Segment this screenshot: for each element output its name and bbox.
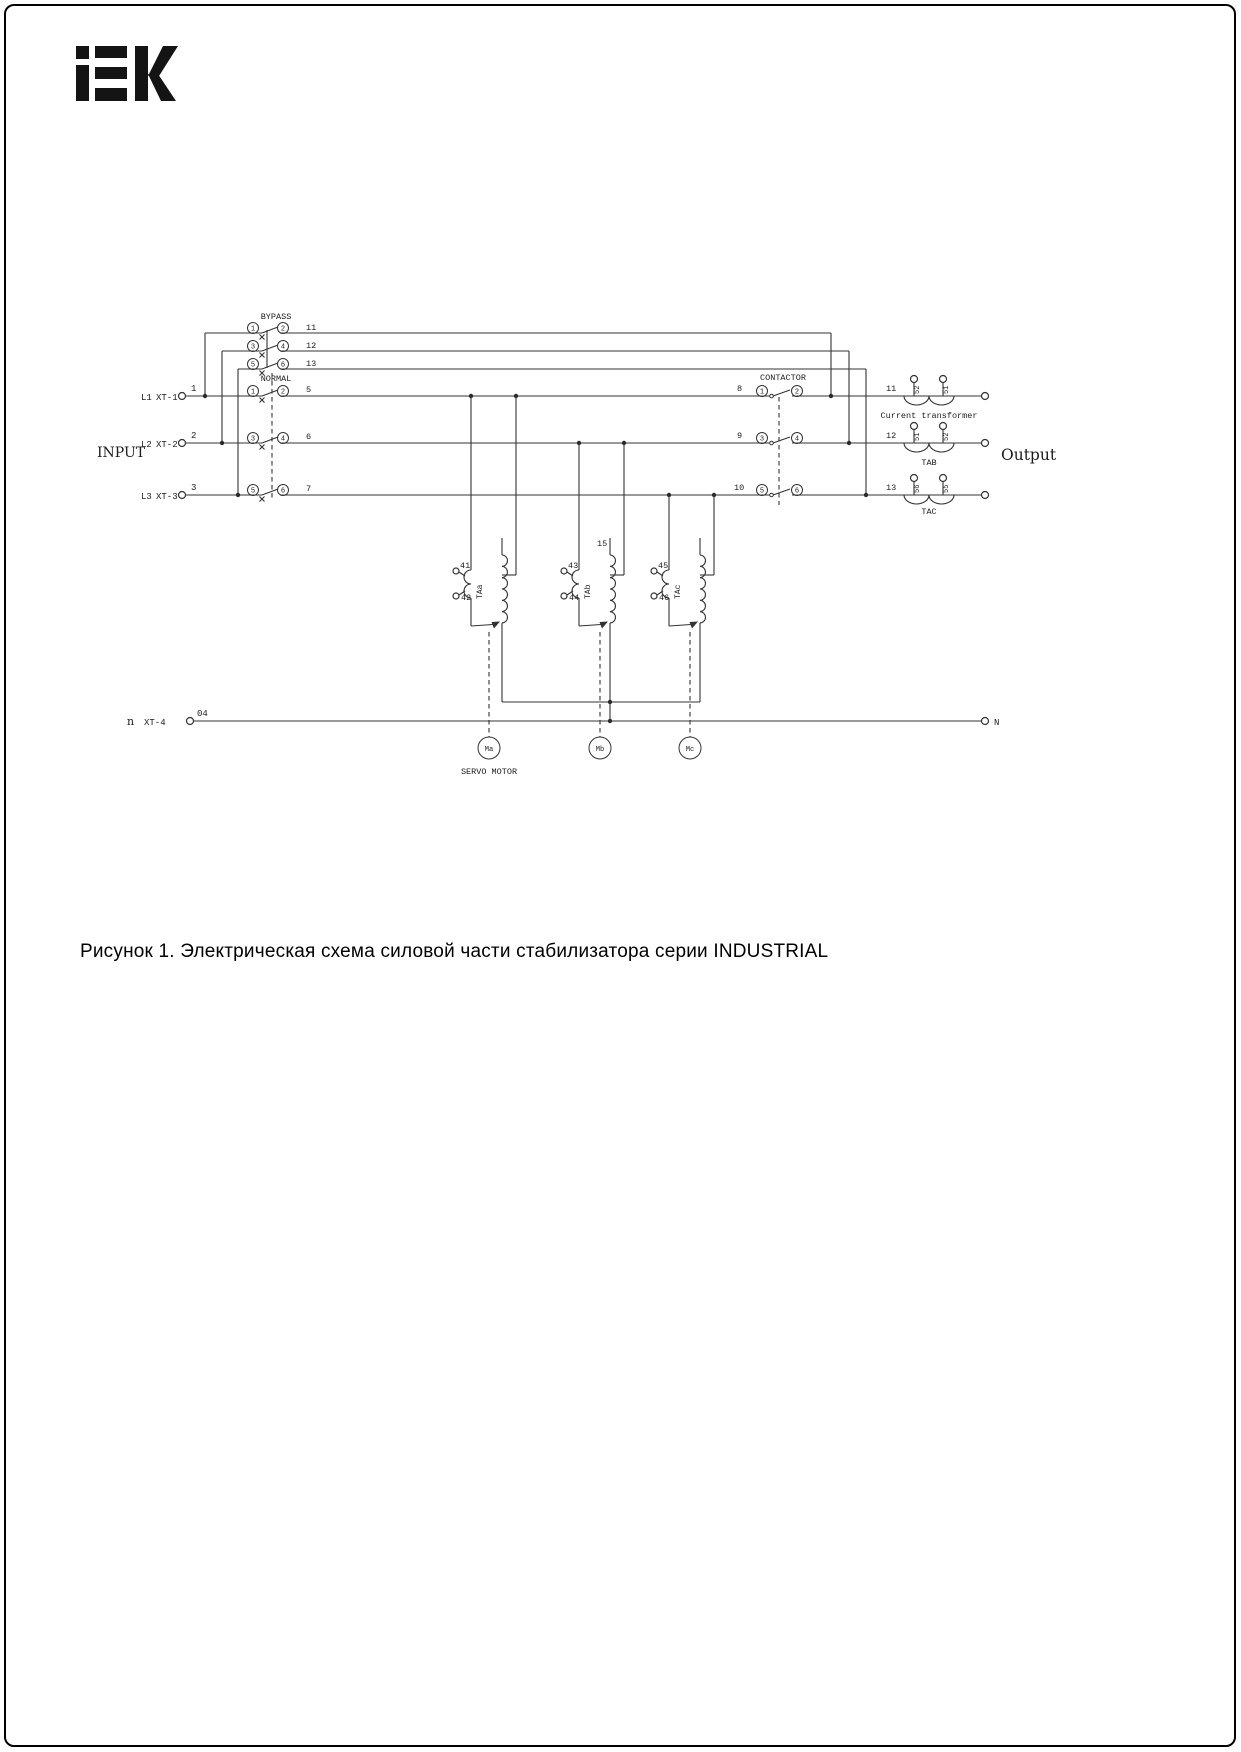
wire-number: 15 <box>597 539 608 549</box>
normal-contact: 4 <box>280 435 286 444</box>
contactor-contact: 2 <box>794 388 800 397</box>
terminal-label: XT-1 <box>156 393 178 403</box>
servo-motor-name: Mc <box>685 746 695 754</box>
regulator-ct-label: TAb <box>584 584 593 599</box>
wire-number: 3 <box>191 483 197 493</box>
regulator-phase-c <box>651 495 714 759</box>
ct-terminal-label: 51 <box>914 432 922 441</box>
wire-number: 2 <box>191 431 197 441</box>
terminal-label: XT-4 <box>144 718 166 728</box>
wire-number: 7 <box>306 484 312 494</box>
ct-terminal-number: 42 <box>461 593 472 603</box>
wire-number: 1 <box>191 384 197 394</box>
bypass-switch-bank <box>205 323 866 496</box>
contactor-label: CONTACTOR <box>760 373 806 383</box>
line-label: L1 <box>141 393 152 403</box>
wire-number: 12 <box>306 341 317 351</box>
regulator-phase-a <box>453 396 517 777</box>
phase-row-l2 <box>141 423 989 453</box>
tac-label: TAC <box>921 507 937 517</box>
normal-contact: 2 <box>280 388 286 397</box>
wire-number: 11 <box>306 323 317 333</box>
wire-number: 9 <box>737 431 743 441</box>
input-label: INPUT <box>97 445 146 461</box>
bypass-contact: 1 <box>250 325 256 334</box>
wire-number: 11 <box>886 384 897 394</box>
ct-terminal-number: 44 <box>569 593 580 603</box>
ct-terminal-label: 52 <box>914 385 922 394</box>
ct-terminal-number: 41 <box>460 561 471 571</box>
bypass-contact: 5 <box>250 361 256 370</box>
figure-caption: Рисунок 1. Электрическая схема силовой части стабилизатора серии INDUSTRIAL <box>80 941 829 962</box>
neutral-line-label: n <box>127 715 135 728</box>
regulator-phase-b <box>561 443 624 759</box>
wire-number: 8 <box>737 384 743 394</box>
wire-number: 10 <box>734 483 745 493</box>
neutral-end-label: N <box>994 718 1000 728</box>
iek-logo <box>76 46 178 101</box>
wire-number: 12 <box>886 431 897 441</box>
servo-motor-label: SERVO MOTOR <box>460 767 518 777</box>
line-label: L2 <box>141 440 152 450</box>
contactor-contact: 4 <box>794 435 800 444</box>
regulator-ct-label: TAc <box>674 584 683 599</box>
junction-dot <box>608 700 612 704</box>
wire-number: 13 <box>306 359 317 369</box>
tab-label: TAB <box>921 458 937 468</box>
wire-number: 13 <box>886 483 897 493</box>
contactor-contact: 3 <box>759 435 765 444</box>
normal-contact: 6 <box>280 487 286 496</box>
ct-terminal-label: 51 <box>943 385 951 394</box>
output-label: Output <box>1001 446 1057 464</box>
bypass-contact: 3 <box>250 343 256 352</box>
bypass-contact: 6 <box>280 361 286 370</box>
contactor-contact: 5 <box>759 487 765 496</box>
wire-number: 6 <box>306 432 312 442</box>
ct-terminal-number: 45 <box>658 561 669 571</box>
bypass-label: BYPASS <box>260 312 292 322</box>
bypass-contact: 2 <box>280 325 286 334</box>
neutral-row <box>127 709 999 728</box>
servo-motor-name: Ma <box>484 746 494 754</box>
terminal-label: XT-3 <box>156 492 178 502</box>
contactor-contact: 1 <box>759 388 765 397</box>
current-transformer-label: Current transformer <box>880 411 978 421</box>
ct-terminal-label: 55 <box>943 484 951 493</box>
wire-number: 04 <box>197 709 208 719</box>
ct-terminal-label: 52 <box>943 432 951 441</box>
servo-motor-name: Mb <box>595 746 605 754</box>
phase-row-l3 <box>141 475 989 505</box>
bypass-contact: 4 <box>280 343 286 352</box>
ct-terminal-label: 56 <box>914 484 922 493</box>
normal-contact: 5 <box>250 487 256 496</box>
normal-label: NORMAL <box>260 374 292 384</box>
terminal-label: XT-2 <box>156 440 178 450</box>
wire-number: 5 <box>306 385 312 395</box>
regulator-ct-label: TAa <box>476 584 485 599</box>
ct-terminal-number: 46 <box>659 593 670 603</box>
line-label: L3 <box>141 492 152 502</box>
normal-contact: 3 <box>250 435 256 444</box>
contactor-contact: 6 <box>794 487 800 496</box>
normal-contact: 1 <box>250 388 256 397</box>
ct-terminal-number: 43 <box>568 561 579 571</box>
